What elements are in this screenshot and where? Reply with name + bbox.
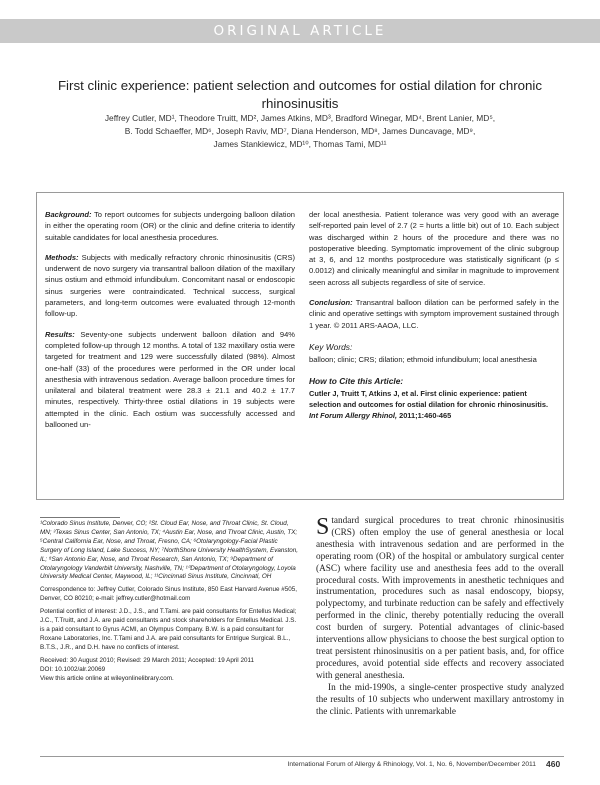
abstract-background xyxy=(45,209,295,243)
footnotes xyxy=(40,520,300,687)
abstract-text: To report outcomes for subjects undergoing balloon dilation in either the operating room (OR) or the clinic and define criteria to identify suitable candidates for local anesthesia procedures. xyxy=(45,210,295,242)
online-link[interactable]: View this article online at wileyonlinelibrary.com. xyxy=(40,674,174,682)
abstract-label: Background: xyxy=(45,210,92,219)
cite-heading: How to Cite this Article: xyxy=(309,376,404,387)
abstract-text: Seventy-one subjects underwent balloon dilation and 94% completed follow-up through 12 months. A total of 132 maxillary ostia were targeted for treatment and 129 were successfully dilated (98%). Almost one-half (33) of the procedures were performed in the OR under local anesthesia with intravenous sedation. Average balloon procedure times for unilateral and bilateral treatment were 28.3 ± 21.1 and 40.2 ± 17.7 minutes, respectively. Thirty-three ostial dilations in 19 subjects were attempted in the clinic. Each ostium was successfully accessed and ballooned un- xyxy=(45,329,295,430)
abstract-label: Conclusion: xyxy=(309,298,353,308)
keywords-heading: Key Words: xyxy=(309,341,353,352)
authors-line: James Stankiewicz, MD¹⁰, Thomas Tami, MD¹¹ xyxy=(213,139,387,149)
citation-ref: 2011;1:460-465 xyxy=(399,411,452,421)
abstract-results-continued: der local anesthesia. Patient tolerance was very good with an average self-reported pain level of 2.7 (2 = hurts a little bit) out of 10. Each subject was discharged within 2 hours of the procedure and there was no postoperative bleeding. Symptomatic improvement of the clinic subgroup at 3, 6, and 12 months postprocedure was statistically significant (p ≤ 0.0012) and clinically meaningful and similar in magnitude to improvement seen across all subjects regardless of site of service. xyxy=(309,210,559,287)
abstract-label: Methods: xyxy=(45,252,79,262)
abstract-label: Results: xyxy=(45,329,75,339)
authors-line: B. Todd Schaeffer, MD⁶, Joseph Raviv, MD⁷, Diana Henderson, MD⁸, James Duncavage, MD⁹, xyxy=(124,126,476,136)
journal-footer: International Forum of Allergy & Rhinology, Vol. 1, No. 6, November/December 2011 xyxy=(287,761,536,768)
citation xyxy=(309,388,559,421)
abstract-right-column xyxy=(309,209,559,421)
footnote-rule xyxy=(40,517,120,518)
abstract-methods xyxy=(45,252,295,320)
affiliations: ¹Colorado Sinus Institute, Denver, CO; ²St. Cloud Ear, Nose, and Throat Clinic, St. Cloud, MN; ³Texas Sinus Center, San Antonio, TX; ⁴Austin Ear, Nose, and Throat Clinic, Austin, TX; ⁵Central California Ear, Nose, and Throat, Fresno, CA; ⁶Otolaryngology-Facial Plastic Surgery of Long Island, Lake Success, NY; ⁷NorthShore University HealthSystem, Evanston, IL; ⁸San Antonio Ear, Nose, and Throat Research, San Antonio, TX; ⁹Department of Otolaryngology Vanderbilt University, Nashville, TN; ¹⁰Department of Otolaryngology, Loyola University Medical Center, Maywood, IL; ¹¹Cincinnati Sinus Institute, Cincinnati, OH xyxy=(40,520,299,581)
abstract-left-column xyxy=(45,209,295,439)
body-text-column xyxy=(316,516,564,718)
paragraph-text: tandard surgical procedures to treat chronic rhinosinusitis (CRS) often employ the use of general anesthesia or local anesthesia with intravenous sedation and are performed in the operating room (OR) of the hospital or ambulatory surgical center (ASC) where facility use and anesthesia fees add to the overall procedural costs. With improvements in anesthetic techniques and instrumentation, procedures such as nasal endoscopy, biopsy, polypectomy, and turbinate reduction can be safely and effectively performed in the clinic, thereby potentially reducing the overall cost burden of surgery. Potential advantages of clinic-based interventions allow physicians to choose the best surgical option to treat persistent rhinosinusitis on a per patient basis, and, for office procedures, avoid potential side effects and recovery associated with general anesthesia. xyxy=(316,516,564,681)
keywords-text: balloon; clinic; CRS; dilation; ethmoid infundibulum; local anesthesia xyxy=(309,354,537,364)
citation-text: Cutler J, Truitt T, Atkins J, et al. First clinic experience: patient selection and outcomes for ostial dilation for chronic rhinosinusitis. xyxy=(309,389,548,410)
conflict-of-interest: Potential conflict of interest: J.D., J.S., and T.Tami. are paid consultants for Entellus Medical; J.C., T.Truitt, and J.A. are paid consultants and stock shareholders for Entellus Medical. J.S. is a paid consultant to Gyrus ACMI, an Olympus Company. B.W. is a paid consultant for Roxane Laboratories, Inc. T.Tami and J.A. are paid consultants for Entrigue Surgical. B.L., B.T.S., J.R., and D.H. have no conflicts of interest. xyxy=(40,608,297,651)
drop-cap: S xyxy=(316,514,330,540)
correspondence: Correspondence to: Jeffrey Cutler, Colorado Sinus Institute, 850 East Harvard Avenue #505, Denver, CO 80210; e-mail: jeffrey.cutler@hotmail.com xyxy=(40,586,298,603)
page-number: 460 xyxy=(546,759,561,769)
section-banner: ORIGINAL ARTICLE xyxy=(0,19,600,43)
author-list xyxy=(40,112,560,151)
footer-rule xyxy=(40,756,564,757)
abstract-box xyxy=(36,192,564,500)
article-title: First clinic experience: patient selection and outcomes for ostial dilation for chronic rhinosinusitis xyxy=(57,78,543,111)
abstract-conclusion xyxy=(309,297,559,331)
doi: DOI: 10.1002/alr.20069 xyxy=(40,665,106,673)
citation-journal: Int Forum Allergy Rhinol, xyxy=(309,411,398,421)
second-paragraph: In the mid-1990s, a single-center prospective study analyzed the results of 10 subjects who underwent maxillary antrostomy in the clinic. Patients with unremarkable xyxy=(316,682,564,717)
intro-paragraph xyxy=(316,516,564,683)
authors-line: Jeffrey Cutler, MD¹, Theodore Truitt, MD², James Atkins, MD³, Bradford Winegar, MD⁴, Brent Lanier, MD⁵, xyxy=(104,113,496,123)
abstract-text: Subjects with medically refractory chronic rhinosinusitis (CRS) underwent de novo surgery via transantral balloon dilation of the maxillary sinus ostium and ethmoid infundibulum. Concomitant nasal or endoscopic sinus surgeries were contraindicated. Technical success, surgical parameters, and long-term outcomes were evaluated through 12-month follow-up. xyxy=(45,252,295,319)
abstract-text: Transantral balloon dilation can be performed safely in the clinic and operative settings with symptom improvement sustained through 1 year. © 2011 ARS-AAOA, LLC. xyxy=(309,298,559,330)
abstract-results xyxy=(45,329,295,431)
received-dates: Received: 30 August 2010; Revised: 29 March 2011; Accepted: 19 April 2011 xyxy=(40,656,255,664)
